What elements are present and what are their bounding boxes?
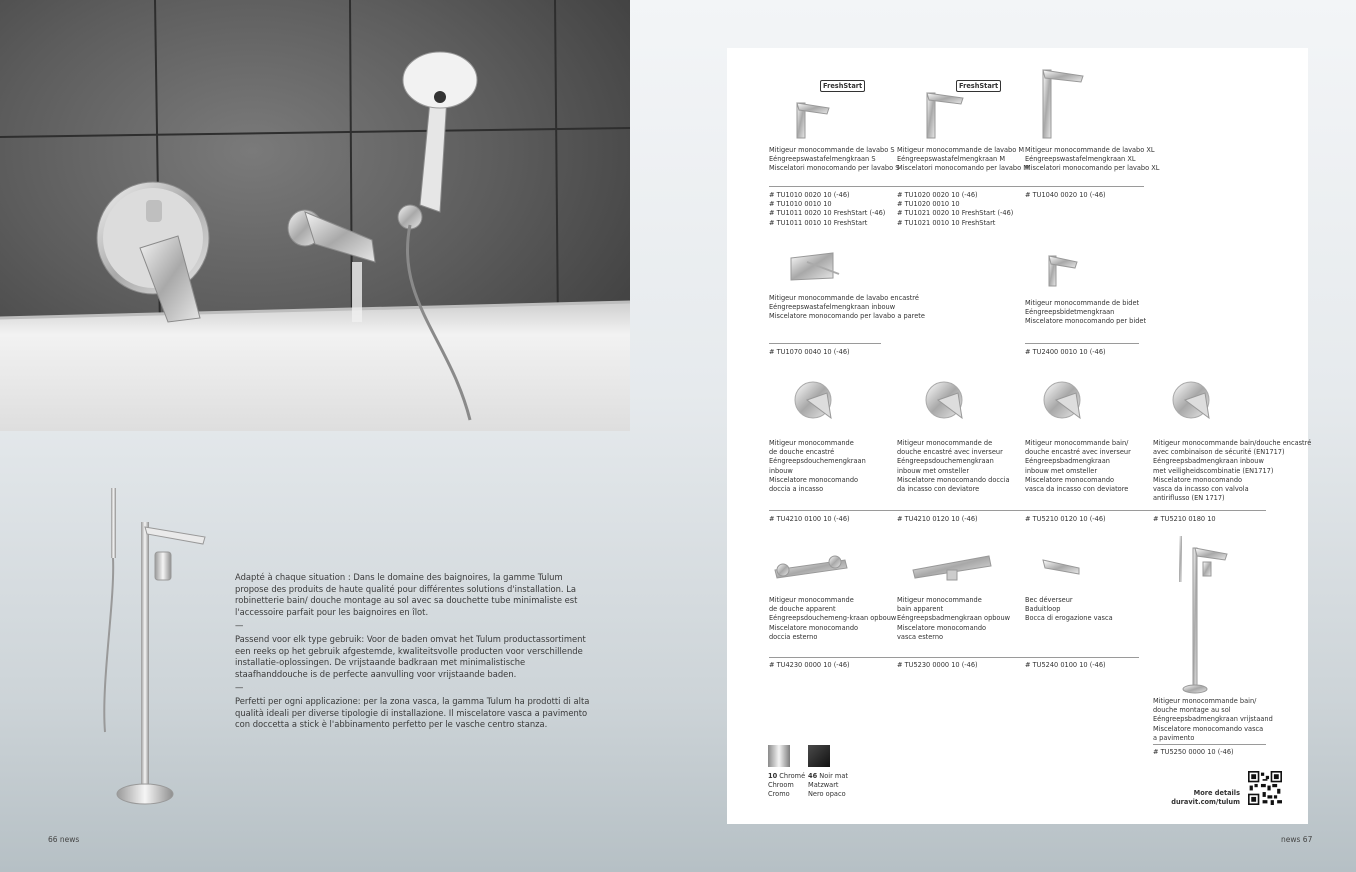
concealed-shower-mixer-image [795, 382, 831, 418]
divider [769, 657, 1139, 658]
finish-name-fr: Chromé [779, 772, 806, 780]
product-codes: # TU5250 0000 10 (-46) [1153, 748, 1234, 756]
product-codes: # TU4210 0120 10 (-46) [897, 515, 978, 523]
more-details-label: More details [1193, 789, 1240, 797]
more-details-url[interactable]: duravit.com/tulum [1171, 798, 1240, 806]
concealed-bath-diverter-image [1044, 382, 1080, 418]
finish-name-nl: Chroom [768, 781, 794, 790]
copy-french: Adapté à chaque situation : Dans le domaine des baignoires, la gamme Tulum propose des produits de haute qualité pour différentes solutions d'installation. La robinetterie bain/ douche montage au sol avec sa douchette tube minimaliste est l'accessoire parfait pour les baignoires en îlot. [235, 572, 578, 617]
freestanding-mixer-image [95, 482, 215, 812]
product-description: Mitigeur monocommande de lavabo XL Eéngreepswastafelmengkraan XL Miscelatori monocomando per lavabo XL [1025, 146, 1160, 173]
copy-italian: Perfetti per ogni applicazione: per la zona vasca, la gamma Tulum ha prodotti di alta qualità ideali per diverse tipologie di installazione. Il miscelatore vasca a pavimento con doccetta a stick è l'abbinamento perfetto per le vasche centro stanza. [235, 695, 590, 730]
finish-name-it: Cromo [768, 790, 790, 799]
page-number-right: news 67 [1281, 835, 1313, 844]
bidet-mixer-image [1049, 256, 1077, 286]
wall-basin-mixer-image [791, 253, 839, 280]
product-codes: # TU1010 0020 10 (-46) # TU1010 0010 10 # TU1011 0020 10 FreshStart (-46) # TU1011 0010 10 FreshStart [769, 191, 886, 227]
product-description: Mitigeur monocommande bain apparent Eéngreepsbadmengkraan opbouw Miscelatore monocomando vasca esterno [897, 596, 1011, 641]
exposed-bath-mixer-image [913, 556, 991, 580]
product-description: Mitigeur monocommande de lavabo M Eéngreepswastafelmengkraan M Miscelatori monocomando per lavabo M [897, 146, 1029, 173]
divider [769, 510, 1266, 511]
matt-black-swatch [808, 745, 830, 767]
finish-name-it: Nero opaco [808, 790, 846, 799]
product-description: Mitigeur monocommande de douche apparent Eéngreepsdouchemeng-kraan opbouw Miscelatore monocomando doccia esterno [769, 596, 897, 641]
product-codes: # TU5210 0180 10 [1153, 515, 1216, 523]
concealed-shower-diverter-image [926, 382, 962, 418]
finish-code: 10 [768, 772, 778, 780]
divider [1153, 744, 1266, 745]
product-codes: # TU5240 0100 10 (-46) [1025, 661, 1106, 669]
product-description: Mitigeur monocommande bain/douche encastré avec combinaison de sécurité (EN1717) Eéngreepsbadmengkraan inbouw met veiligheidscombinatie (EN1717) Miscelatore monocomando vasca da incasso con valvola antiriflusso (EN 1717) [1153, 439, 1312, 503]
finish-name-nl: Matzwart [808, 781, 839, 790]
basin-mixer-m-image [927, 93, 963, 138]
separator-dash: — [235, 620, 244, 631]
product-description: Mitigeur monocommande bain/ douche encastré avec inverseur Eéngreepsbadmengkraan inbouw met omsteller Miscelatore monocomando vasca da incasso con deviatore [1025, 439, 1131, 494]
separator-dash: — [235, 682, 244, 693]
product-codes: # TU2400 0010 10 (-46) [1025, 348, 1106, 356]
intro-copy [235, 572, 597, 733]
chrome-swatch [768, 745, 790, 767]
product-codes: # TU5210 0120 10 (-46) [1025, 515, 1106, 523]
freshstart-badge: FreshStart [956, 80, 1001, 92]
product-description: Bec déverseur Baduitloop Bocca di erogazione vasca [1025, 596, 1113, 623]
divider [769, 186, 1144, 187]
finish-code: 46 [808, 772, 818, 780]
copy-dutch: Passend voor elk type gebruik: Voor de baden omvat het Tulum productassortiment een reeks op het gebruik afgestemde, kwaliteitsvolle producten voor verschillende installatie-oplossingen. De vrijstaande badkraan met minimalistische staafhanddouche is de perfecte aanvulling voor vrijstaande baden. [235, 633, 586, 679]
product-description: Mitigeur monocommande de lavabo S Eéngreepswastafelmengkraan S Miscelatori monocomando per lavabo S [769, 146, 900, 173]
product-codes: # TU4210 0100 10 (-46) [769, 515, 850, 523]
product-codes: # TU1070 0040 10 (-46) [769, 348, 850, 356]
finish-name-fr: Noir mat [819, 772, 848, 780]
product-codes: # TU4230 0000 10 (-46) [769, 661, 850, 669]
divider [769, 343, 881, 344]
divider [1025, 343, 1139, 344]
product-description: Mitigeur monocommande de bidet Eéngreepsbidetmengkraan Miscelatore monocomando per bidet [1025, 299, 1147, 326]
basin-mixer-s-image [797, 103, 829, 138]
product-codes: # TU1020 0020 10 (-46) # TU1020 0010 10 # TU1021 0020 10 FreshStart (-46) # TU1021 0010 10 FreshStart [897, 191, 1014, 227]
qr-code-icon[interactable] [1248, 771, 1282, 805]
freshstart-badge: FreshStart [820, 80, 865, 92]
product-description: Mitigeur monocommande de lavabo encastré Eéngreepswastafelmengkraan inbouw Miscelatore monocomando per lavabo a parete [769, 294, 925, 321]
exposed-shower-mixer-image [775, 556, 847, 578]
finish-chrome-label [768, 772, 805, 800]
product-description: Mitigeur monocommande de douche encastré Eéngreepsdouchemengkraan inbouw Miscelatore monocomando doccia a incasso [769, 439, 866, 494]
page-number-left: 66 news [48, 835, 80, 844]
product-description: Mitigeur monocommande bain/ douche montage au sol Eéngreepsbadmengkraan vrijstaand Miscelatore monocomando vasca a pavimento [1153, 697, 1273, 742]
finish-black-label [808, 772, 848, 800]
bath-spout-image [1043, 560, 1079, 574]
bathroom-photo [0, 0, 630, 431]
basin-mixer-xl-image [1043, 70, 1083, 138]
photo-illustration [0, 0, 630, 431]
concealed-bath-en1717-image [1173, 382, 1209, 418]
freestanding-bath-mixer-image [1179, 536, 1227, 693]
product-codes: # TU5230 0000 10 (-46) [897, 661, 978, 669]
product-codes: # TU1040 0020 10 (-46) [1025, 191, 1106, 199]
product-description: Mitigeur monocommande de douche encastré avec inverseur Eéngreepsdouchemengkraan inbouw met omsteller Miscelatore monocomando doccia da incasso con deviatore [897, 439, 1010, 494]
